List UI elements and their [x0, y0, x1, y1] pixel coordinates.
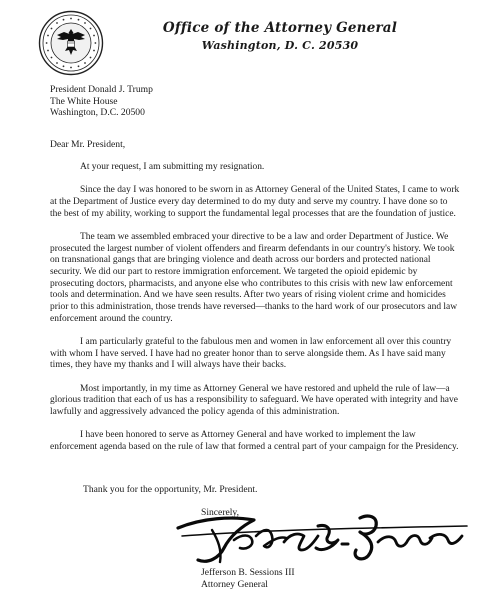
letterhead — [150, 20, 410, 53]
salutation: Dear Mr. President, — [50, 139, 126, 150]
paragraph: I am particularly grateful to the fabulous men and women in law enforcement all over this country with whom I have served. I have had no greater honor than to serve alongside them. As I have said many times, they have my thanks and I will always have their backs. — [50, 336, 452, 371]
recipient-name: President Donald J. Trump — [50, 84, 153, 95]
sign-off: Sincerely, — [201, 507, 240, 518]
signer-name: Jefferson B. Sessions III — [201, 567, 295, 578]
paragraph: Since the day I was honored to be sworn in as Attorney General of the United States, I came to work at the Department of Justice every day determined to do my duty and serve my country. I have done so to the best of my ability, working to support the fundamental legal processes that are the foundation of justice. — [50, 185, 460, 219]
letterhead-office: Office of the Attorney General — [162, 20, 398, 36]
letter-body — [50, 162, 460, 465]
paragraph: I have been honored to serve as Attorney General and have worked to implement the law enforcement agenda based on the rule of law that formed a central part of your campaign for the Presidency. — [50, 430, 459, 452]
letterhead-city: Washington, D. C. 20530 — [201, 39, 359, 52]
recipient-city: Washington, D.C. 20500 — [50, 107, 145, 119]
signer-title: Attorney General — [201, 578, 268, 590]
recipient-address — [50, 84, 153, 119]
closing-line: Thank you for the opportunity, Mr. President. — [83, 484, 258, 495]
signer-block — [201, 567, 295, 590]
recipient-org: The White House — [50, 95, 118, 107]
paragraph: At your request, I am submitting my resignation. — [80, 162, 265, 172]
doj-seal-icon — [38, 10, 104, 76]
paragraph: Most importantly, in my time as Attorney General we have restored and upheld the rule of law—a glorious tradition that each of us has a responsibility to safeguard. We have operated with integrity and have lawfully and aggressively advanced the policy agenda of this administration. — [50, 383, 458, 417]
handwritten-signature — [172, 506, 472, 576]
paragraph: The team we assembled embraced your directive to be a law and order Department of Justice. We prosecuted the largest number of violent offenders and firearm defendants in our country's history. We took on transnational gangs that are bringing violence and death across our borders and protected national security. We did our part to restore immigration enforcement. We targeted the opioid epidemic by prosecuting doctors, pharmacists, and anyone else who contributes to this crisis with new law enforcement tools and determination. And we have seen results. After two years of rising violent crime and homicides prior to this administration, those trends have reversed—thanks to the hard work of our prosecutors and law enforcement around the country. — [50, 231, 458, 324]
